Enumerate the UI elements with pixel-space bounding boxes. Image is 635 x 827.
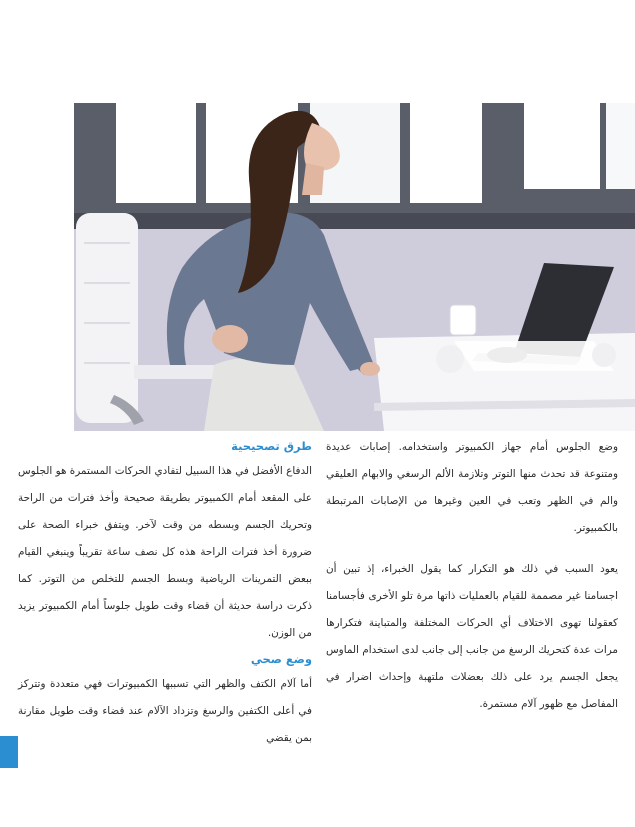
left-text-column bbox=[18, 434, 312, 752]
paragraph-spacer bbox=[326, 542, 618, 556]
woman-back-pain-photo bbox=[74, 103, 635, 431]
office-chair bbox=[76, 213, 138, 423]
healthy-posture-paragraph: أما آلام الكتف والظهر التي تسببها الكمبيوترات فهي متعددة وتتركز في أعلى الكتفين والرسغ وتزداد الآلام عند قضاء وقت طويل مقارنة بمن يقضي bbox=[18, 678, 312, 744]
corrective-methods-paragraph: الدفاع الأفضل في هذا السبيل لتفادي الحركات المستمرة هو الجلوس على المقعد أمام الكمبيوتر بطريقة صحيحة وأخذ فترات من الراحة وتحريك الجسم وبسطه من وقت لآخر. ويتفق خبراء الصحة على ضرورة أخذ فترات الراحة هذه كل نصف ساعة تقريباً وينبغي القيام ببعض التمرينات الرياضية وبسط الجسم للتخلص من التوتر. كما ذكرت دراسة حديثة أن قضاء وقت طويل جلوساً أمام الكمبيوتر يزيد من الوزن. bbox=[18, 465, 312, 639]
injuries-paragraph: وضع الجلوس أمام جهاز الكمبيوتر واستخدامه. إصابات عديدة ومتنوعة قد تحدث منها التوتر وتلازمة الألم الرسغي والابهام العليقي والم في الظهر وتعب في العين وغيرها من الإصابات المرتبطة بالكمبيوتر. bbox=[326, 441, 618, 534]
page-edge-tab bbox=[0, 736, 18, 768]
section-heading-healthy-posture: وضع صحي bbox=[250, 652, 312, 666]
right-text-column bbox=[326, 434, 618, 718]
repetition-paragraph: يعود السبب في ذلك هو التكرار كما يقول الخبراء، إذ تبين أن اجسامنا غير مصممة للقيام بالعمليات ذاتها مرة تلو الأخرى فأجسامنا كعقولنا تهوى الاختلاف أي الحركات المختلفة والمتباينة فتكرارها مرات عدة كتحريك الرسغ من جانب إلى جانب لدى استخدام الماوس يجعل الجسم يرد على ذلك بعضلات ملتهبة وإحداث اضرار في المفاصل مع ظهور آلام مستمرة. bbox=[326, 563, 618, 710]
section-heading-corrective-methods: طرق تصحيحية bbox=[231, 439, 312, 453]
